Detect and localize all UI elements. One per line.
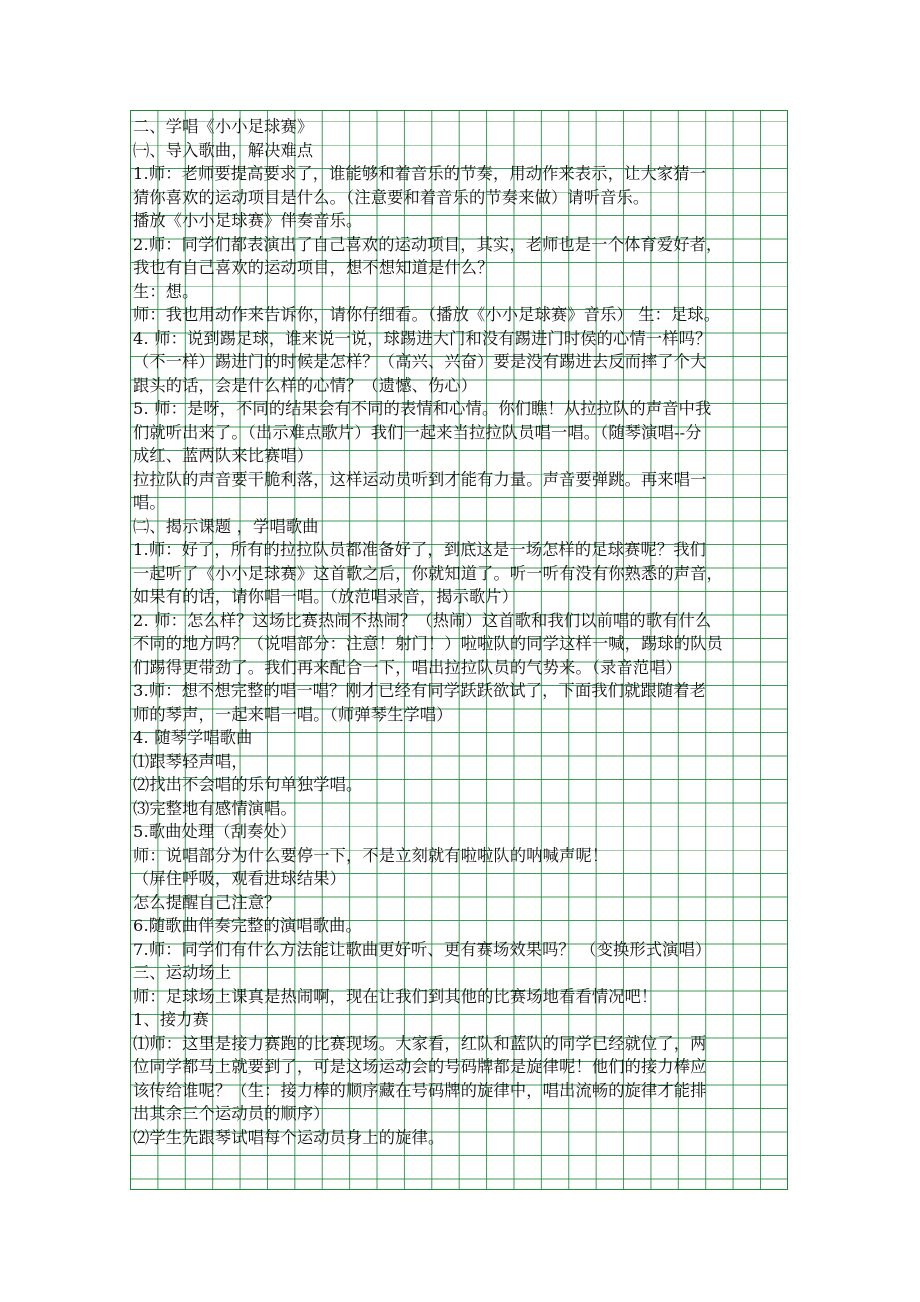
- text-line: 猜你喜欢的运动项目是什么。（注意要和着音乐的节奏来做）请听音乐。: [133, 187, 650, 207]
- text-line: ⑶完整地有感情演唱。: [133, 798, 297, 818]
- text-line: ⑴师：这里是接力赛跑的比赛现场。大家看，红队和蓝队的同学已经就位了，两: [133, 1033, 707, 1053]
- text-line: 5.歌曲处理（刮奏处）: [133, 822, 297, 841]
- text-line: 师的琴声，一起来唱一唱。（师弹琴生学唱）: [133, 704, 453, 724]
- text-line: 们就听出来了。（出示难点歌片）我们一起来当拉拉队员唱一唱。（随琴演唱--分: [133, 422, 702, 442]
- text-line: 5. 师：是呀，不同的结果会有不同的表情和心情。你们瞧！从拉拉队的声音中我: [133, 399, 712, 418]
- text-line: ⑵找出不会唱的乐句单独学唱。: [133, 775, 363, 794]
- text-line: ㈡、揭示课题 ，学唱歌曲: [133, 516, 319, 536]
- text-line: ⑵学生先跟琴试唱每个运动员身上的旋律。: [133, 1127, 445, 1147]
- text-line: 师：我也用动作来告诉你，请你仔细看。（播放《小小足球赛》音乐） 生：足球。: [133, 305, 721, 324]
- text-line: （不一样）踢进门的时候是怎样？（高兴、兴奋）要是没有踢进去反而摔了个大: [133, 352, 707, 371]
- text-line: 三、运动场上: [133, 963, 232, 982]
- text-line: 2.师：同学们都表演出了自己喜欢的运动项目，其实，老师也是一个体育爱好者，: [133, 234, 723, 254]
- text-line: 4. 随琴学唱歌曲: [133, 728, 253, 747]
- text-line: 拉拉队的声音要干脆利落，这样运动员听到才能有力量。声音要弹跳。再来唱一: [133, 469, 707, 489]
- text-line: 出其余三个运动员的顺序）: [133, 1104, 330, 1123]
- text-line: 生：想。: [133, 281, 199, 301]
- text-line: 位同学都马上就要到了，可是这场运动会的号码牌都是旋律呢！他们的接力棒应: [133, 1057, 707, 1076]
- grid-paper-sheet: [130, 110, 788, 1190]
- text-line: 该传给谁呢？（生：接力棒的顺序藏在号码牌的旋律中，唱出流畅的旋律才能排: [133, 1080, 707, 1100]
- text-line: 们踢得更带劲了。我们再来配合一下，唱出拉拉队员的气势来。（录音范唱）: [133, 657, 683, 677]
- text-line: 师：说唱部分为什么要停一下，不是立刻就有啦啦队的呐喊声呢！: [133, 845, 609, 865]
- text-line: 怎么提醒自己注意？: [133, 892, 281, 912]
- text-line: 1.师：好了，所有的拉拉队员都准备好了，到底这是一场怎样的足球赛呢？我们: [133, 540, 707, 559]
- text-line: 二、学唱《小小足球赛》: [133, 117, 314, 136]
- text-line: 我也有自己喜欢的运动项目，想不想知道是什么？: [133, 258, 494, 277]
- text-line: 3.师：想不想完整的唱一唱？刚才已经有同学跃跃欲试了，下面我们就跟随着老: [133, 681, 707, 700]
- text-line: 唱。: [133, 493, 166, 512]
- text-line: 2. 师：怎么样？这场比赛热闹不热闹？（热闹）这首歌和我们以前唱的歌有什么: [133, 610, 712, 630]
- text-line: （屏住呼吸，观看进球结果）: [133, 869, 347, 888]
- text-line: 一起听了《小小足球赛》这首歌之后，你就知道了。听一听有没有你熟悉的声音，: [133, 563, 723, 583]
- text-line: ⑴跟琴轻声唱，: [133, 751, 248, 771]
- text-line: 4. 师：说到踢足球，谁来说一说，球踢进大门和没有踢进门时侯的心情一样吗？: [133, 328, 712, 348]
- text-line: 1.师：老师要提高要求了，谁能够和着音乐的节奏，用动作来表示，让大家猜一: [133, 164, 707, 183]
- text-line: 1、接力赛: [133, 1010, 210, 1029]
- text-line: 6.随歌曲伴奏完整的演唱歌曲。: [133, 916, 362, 935]
- text-line: ㈠、导入歌曲，解决难点: [133, 140, 314, 160]
- text-line: 播放《小小足球赛》伴奏音乐。: [133, 211, 363, 230]
- lesson-text: [133, 115, 785, 1149]
- text-line: 师：足球场上课真是热闹啊，现在让我们到其他的比赛场地看看情况吧！: [133, 986, 658, 1006]
- text-line: 成红、蓝两队来比赛唱）: [133, 446, 314, 465]
- text-line: 不同的地方吗？（说唱部分：注意！射门！）啦啦队的同学这样一喊，踢球的队员: [133, 634, 723, 653]
- text-line: 跟头的话，会是什么样的心情？（遗憾、伤心）: [133, 375, 478, 395]
- text-line: 7.师：同学们有什么方法能让歌曲更好听、更有赛场效果吗？ （变换形式演唱）: [133, 939, 712, 959]
- text-line: 如果有的话，请你唱一唱。（放范唱录音，揭示歌片）: [133, 587, 519, 606]
